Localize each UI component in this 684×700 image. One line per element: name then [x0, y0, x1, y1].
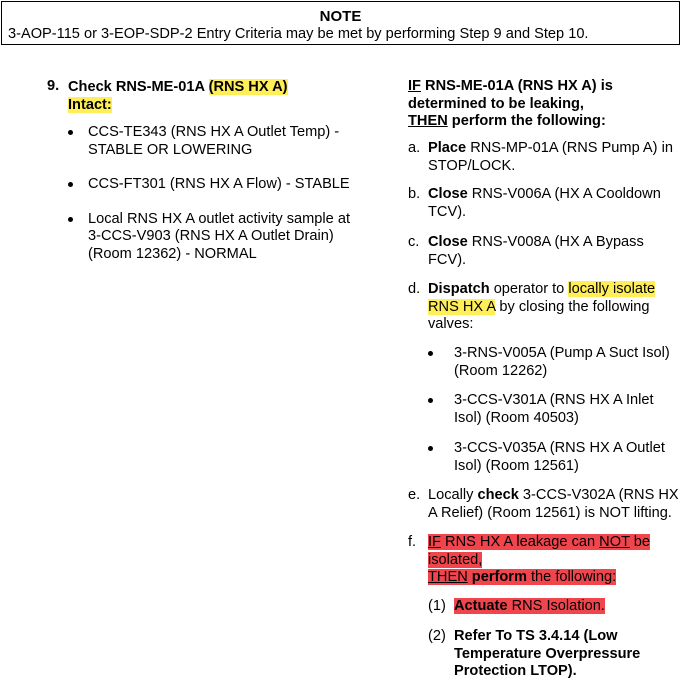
list-item-text: 3-CCS-V035A (RNS HX A Outlet Isol) (Room 12561)	[454, 440, 665, 474]
substep-text	[428, 534, 683, 587]
list-item-text: 3-CCS-V301A (RNS HX A Inlet Isol) (Room 40503)	[454, 392, 654, 426]
item-text	[454, 598, 684, 616]
substep-body-mid: be isolated,	[428, 534, 651, 568]
then-keyword: THEN	[428, 569, 468, 585]
substep-label: b.	[408, 186, 421, 202]
substep-body-end: 3-CCS-V302A (RNS HX A Relief) (Room 12561) is NOT lifting.	[428, 487, 679, 521]
item-label: (1)	[428, 598, 446, 614]
substep-body: Locally	[428, 487, 478, 503]
step-heading-highlight: (RNS HX A)	[208, 79, 288, 95]
action-verb: Close	[428, 186, 468, 202]
step-heading-text: Check RNS-ME-01A	[68, 79, 209, 95]
substep-body: RNS-V006A (HX A Cooldown TCV).	[428, 186, 661, 220]
substep-body: RNS HX A leakage can	[440, 534, 600, 550]
list-item	[68, 124, 358, 159]
contingency-heading	[408, 78, 678, 131]
substep-text	[428, 186, 683, 221]
note-box	[1, 1, 680, 45]
action-verb: perform	[467, 569, 527, 585]
substep-highlight: locally isolate RNS HX A	[428, 281, 656, 315]
then-keyword: THEN	[408, 113, 448, 129]
substep-body: RNS-V008A (HX A Bypass FCV).	[428, 234, 644, 268]
contingency-column	[408, 78, 684, 679]
substep-label: d.	[408, 281, 421, 297]
action-verb: Dispatch	[428, 281, 490, 297]
substep-body: operator to	[489, 281, 569, 297]
list-item	[68, 176, 358, 194]
list-item-text: CCS-FT301 (RNS HX A Flow) - STABLE	[88, 176, 350, 192]
substep-text	[428, 487, 683, 522]
action-verb: Actuate	[454, 598, 508, 614]
list-item-text: CCS-TE343 (RNS HX A Outlet Temp) - STABLE OR LOWERING	[88, 124, 340, 158]
list-item-text: 3-RNS-V005A (Pump A Suct Isol) (Room 12262)	[454, 345, 670, 379]
action-verb: check	[477, 487, 519, 503]
item-text: Refer To TS 3.4.14 (Low Temperature Overpressure Protection LTOP).	[454, 628, 641, 679]
then-text: perform the following:	[447, 113, 606, 129]
substep-label: e.	[408, 487, 421, 503]
step-heading	[68, 78, 348, 114]
bullet-icon	[68, 182, 73, 187]
substep-body-end: the following:	[526, 569, 617, 585]
note-text: 3-AOP-115 or 3-EOP-SDP-2 Entry Criteria may be met by performing Step 9 and Step 10.	[8, 26, 589, 42]
substep-label: f.	[408, 534, 417, 550]
substep-text	[428, 234, 683, 269]
bullet-icon	[428, 351, 433, 356]
step-heading-intact: Intact:	[68, 97, 112, 113]
substep-label: a.	[408, 140, 421, 156]
substep-body: RNS-MP-01A (RNS Pump A) in STOP/LOCK.	[428, 140, 673, 174]
step-number: 9.	[47, 78, 60, 94]
substep-text	[428, 140, 683, 175]
list-item	[68, 211, 358, 264]
bullet-icon	[68, 217, 73, 222]
action-verb: Close	[428, 234, 468, 250]
bullet-icon	[68, 130, 73, 135]
item-label: (2)	[428, 628, 446, 644]
bullet-icon	[428, 446, 433, 451]
if-keyword: IF	[428, 534, 441, 550]
action-verb: Place	[428, 140, 467, 156]
substep-body-end: by closing the following valves:	[428, 298, 650, 332]
list-item-text: Local RNS HX A outlet activity sample at 3-CCS-V903 (RNS HX A Outlet Drain) (Room 12362) - NORMAL	[88, 210, 350, 262]
substep-label: c.	[408, 234, 420, 250]
substep-text	[428, 281, 683, 334]
item-body: RNS Isolation.	[507, 598, 605, 614]
step-9-bullets	[68, 124, 358, 280]
not-keyword: NOT	[599, 534, 630, 550]
note-title: NOTE	[319, 8, 362, 25]
if-text: RNS-ME-01A (RNS HX A) is determined to be leaking,	[408, 78, 613, 112]
bullet-icon	[428, 398, 433, 403]
if-keyword: IF	[408, 78, 421, 94]
